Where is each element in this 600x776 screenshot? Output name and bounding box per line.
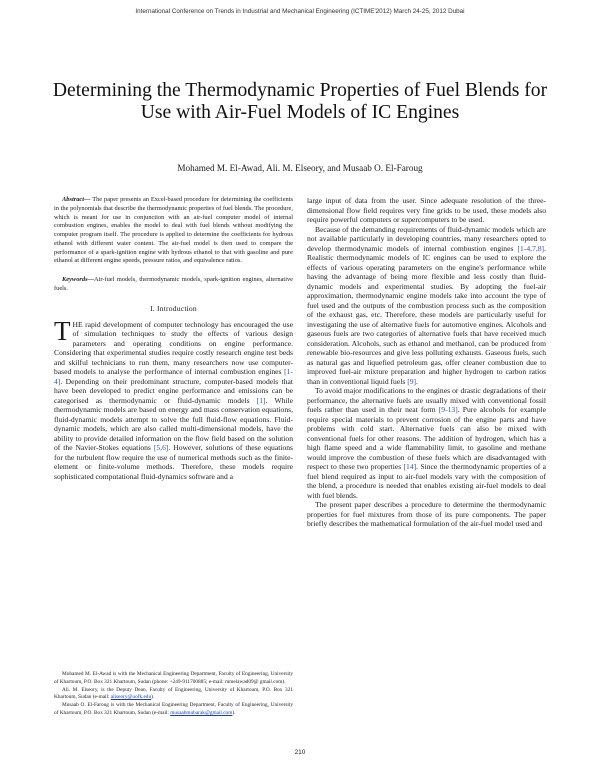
intro-text-c: . While thermodynamic models are based on energy and mass conservation equations, fluid-dynamic models attempt to solve the full fluid-flow equations. Fluid-dynamic models, which are also called multi-dimensional models, have the ability to provide detailed information on the flow field based on the solution of the Navier-Stokes equations <box>54 395 294 453</box>
right-paragraph-3 <box>307 386 546 500</box>
author-footnotes <box>54 671 293 718</box>
citation-link[interactable]: [1-4] <box>54 367 293 386</box>
intro-text-a: HE rapid development of computer technology has encouraged the use of simulation techniques to study the effects of various design parameters and operating conditions on engine performance. Considering that experimental studies require costly research engine test beds and skilful technicians to run them, many researchers now use computer-based models to analyse the performance of internal combustion engines <box>54 319 293 377</box>
citation-link[interactable]: [1-4,7,8] <box>517 243 545 253</box>
drop-cap: T <box>54 315 71 346</box>
footnote-2-text: Ali. M. Elseory, is the Deputy Dean, Faculty of Engineering, University of Khartoum, P.O. Box 321 Khartoum, Sudan (e-mail: <box>54 686 293 701</box>
right-paragraph-2 <box>307 225 546 387</box>
keywords <box>54 276 293 293</box>
email-link[interactable]: musaabmubarak@gmail.com <box>170 709 233 716</box>
footnote-1: Mohamed M. El-Awad is with the Mechanical Engineering Department, Faculty of Engineering, University of Khartoum, P.O. Box 321 Khartoum, Sudan (phone: +249-911700885; e-mail: mmelawad09@ gmail.com). <box>54 671 293 685</box>
citation-link[interactable]: [1] <box>256 395 266 405</box>
right-paragraph-4: The present paper describes a procedure to determine the thermodynamic properties for fuel mixtures from those of its pure components. The paper briefly describes the mathematical formulation of the air-fuel model used and <box>307 500 546 528</box>
citation-link[interactable]: [9] <box>407 376 417 386</box>
left-column <box>54 196 293 481</box>
abstract-text: The paper presents an Excel-based procedure for determining the coefficients in the polynomials that describe the thermodynamic properties of fuel blends. The procedure, which is meant for use in conjunction with an air-fuel computer model of internal combustion engines, enables the model to deal with fuel blends without modifying the computer program itself. The procedure is applied to determine the coefficients for hydrous ethanol with different water content. The air-fuel model is then used to compare the performance of a spark-ignition engine with hydrous ethanol to that with gasoline and pure ethanol at different engine speeds, pressure ratios, and equivalence ratios. <box>54 196 293 265</box>
paper-authors: Mohamed M. El-Awad, Ali. M. Elseory, and Musaab O. El-Faroug <box>177 163 423 173</box>
intro-paragraph <box>54 315 294 482</box>
keywords-label: Keywords— <box>62 276 94 283</box>
abstract <box>54 196 293 266</box>
citation-link[interactable]: [14] <box>403 462 417 471</box>
right-text-3c: . Since the thermodynamic properties of a fuel blend required as input to air-fuel models vary with the composition of the blend, a procedure is needed that enables existing air-fuel models to deal with fuel blends. <box>307 462 546 500</box>
abstract-label: Abstract— <box>62 196 91 203</box>
paper-title: Determining the Thermodynamic Properties of Fuel Blends for Use with Air-Fuel Models of IC Engines <box>52 80 548 123</box>
page-number: 210 <box>294 749 306 756</box>
right-text-2a: Because of the demanding requirements of fluid-dynamic models which are not available particularly in developing countries, many researchers opted to develop thermodynamic models of internal combustion engines <box>307 224 546 253</box>
right-paragraph-1: large input of data from the user. Since adequate resolution of the three-dimensional flow field requires very fine grids to be used, these models also require powerful computers or supercomputers to be used. <box>307 196 546 224</box>
right-column <box>307 196 546 529</box>
footnote-3-end: ). <box>232 709 236 716</box>
footnote-2-end: ). <box>151 694 155 701</box>
email-link[interactable]: aliseory@uofk.edu <box>110 694 152 701</box>
right-text-3b: . Pure alcohols for example require special materials to prevent corrosion of the engine parts and have problems with cold start. Alternative fuels can also be mixed with conventional fuels for other reasons. The addition of hydrogen, which has a high flame speed and a wide flammability limit, to gasoline and methane would improve the combustion of these fuels which are disadvantaged with respect to these two properties <box>307 405 546 471</box>
intro-text-d: . However, solutions of these equations for the turbulent flow require the use of numerical methods such as the finite-element or finite-volume methods. Therefore, these models require sophisticated computational fluid-dynamics software and a <box>54 443 293 481</box>
right-text-3a: To avoid major modifications to the engines or drastic degradations of their performance, the alternative fuels are usually mixed with conventional fossil fuels rather than used in their neat form <box>307 386 546 414</box>
right-text-2c: . <box>416 376 418 386</box>
citation-link[interactable]: [5,6] <box>153 443 169 453</box>
keywords-text: Air-fuel models, thermodynamic models, spark-ignition engines, alternative fuels. <box>54 276 293 292</box>
right-text-2b: . Realistic thermodynamic models of IC engines can be used to explore the effects of various operating parameters on the engine's performance while having the advantage of being more flexible and less costly than fluid-dynamic models and experimental studies. By adopting the fuel-air approximation, thermodynamic engine models take into account the type of fuel used and the outputs of the combustion process such as the composition of the exhaust gas, etc. Therefore, these models are particularly useful for investigating the use of alternative fuels for automotive engines. Alcohols and gaseous fuels are two categories of alternative fuels that have received much consideration. Alcohols, such as ethanol and methanol, can be produced from renewable bio-resources and give less polluting exhausts. Gaseous fuels, such as natural gas and liquefied petroleum gas, offer cleaner combustion due to improved fuel-air mixture preparation and higher hydrogen to carbon ratios than in conventional liquid fuels <box>307 243 546 386</box>
citation-link[interactable]: [9-13] <box>438 405 458 414</box>
intro-text-b: . Depending on their predominant structure, computer-based models that have been developed to predict engine performance and emissions can be categorised as thermodynamic or fluid-dynamic models <box>54 376 293 405</box>
footnote-2 <box>54 687 293 703</box>
footnote-3-text: Musaab O. El-Faroug is with the Mechanical Engineering Department, Faculty of Engineering, University of Khartoum, P.O. Box 321 Khartoum, Sudan (e-mail: <box>54 702 293 716</box>
section-heading-introduction: I. Introduction <box>150 304 197 314</box>
running-head: International Conference on Trends in Industrial and Mechanical Engineering (ICTIME'2012) March 24-25, 2012 Dubai <box>135 8 465 15</box>
footnote-3 <box>54 702 293 718</box>
